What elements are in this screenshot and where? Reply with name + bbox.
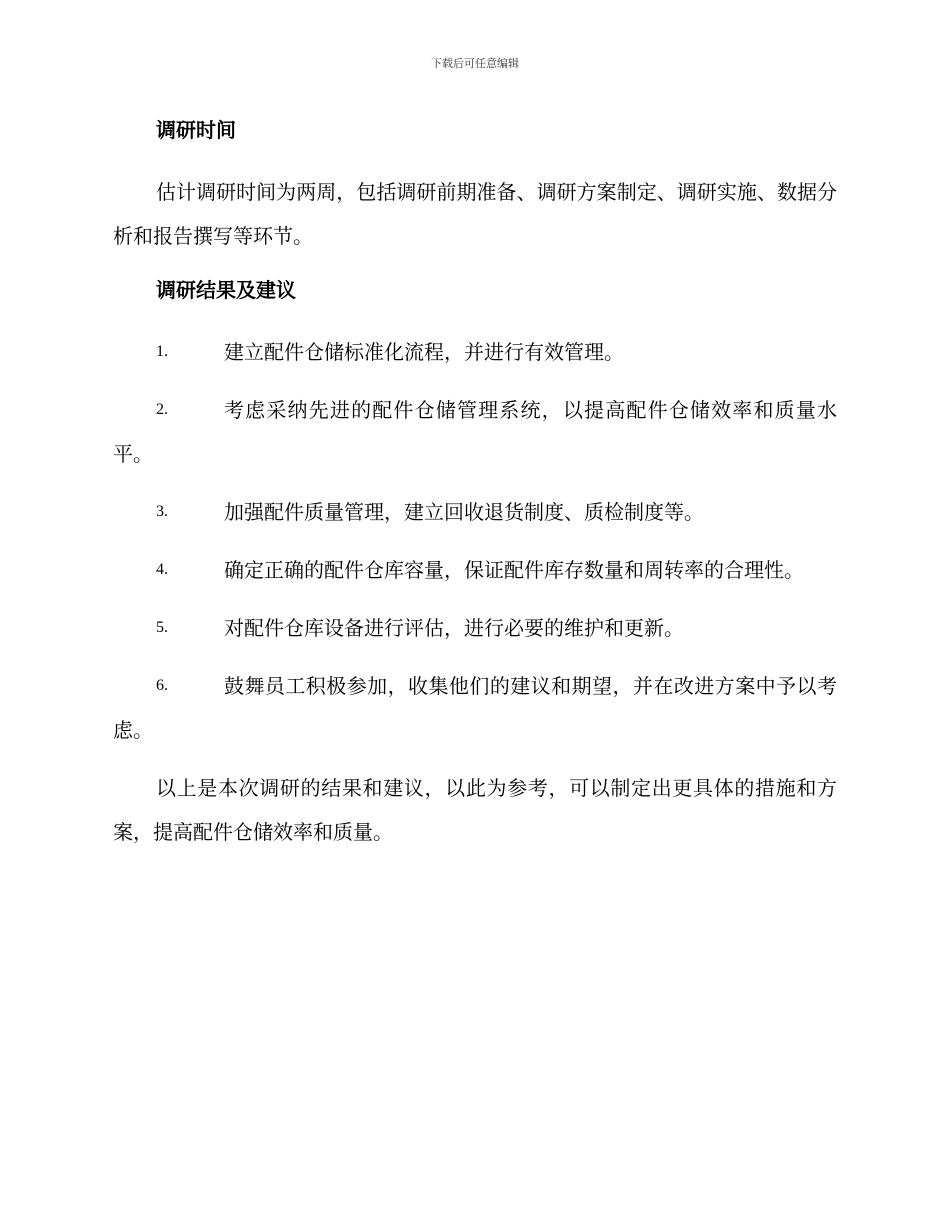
list-item-number: 1. xyxy=(156,343,168,360)
list-item-number: 3. xyxy=(156,503,168,520)
conclusion-paragraph: 以上是本次调研的结果和建议，以此为参考，可以制定出更具体的措施和方案，提高配件仓储效率和质量。 xyxy=(113,776,837,844)
list-item xyxy=(113,548,837,592)
survey-time-paragraph: 估计调研时间为两周，包括调研前期准备、调研方案制定、调研实施、数据分析和报告撰写等环节。 xyxy=(113,180,837,248)
document-content xyxy=(113,112,837,868)
list-item xyxy=(113,490,837,534)
list-item-number: 2. xyxy=(156,401,168,418)
list-item-text: 加强配件质量管理，建立回收退货制度、质检制度等。 xyxy=(224,500,704,524)
list-item-text: 考虑采纳先进的配件仓储管理系统，以提高配件仓储效率和质量水平。 xyxy=(113,398,837,466)
header-note: 下载后可任意编辑 xyxy=(431,57,519,70)
list-item xyxy=(113,388,837,476)
list-item xyxy=(113,664,837,752)
list-item-text: 鼓舞员工积极参加，收集他们的建议和期望，并在改进方案中予以考虑。 xyxy=(113,674,837,742)
section-title-results: 调研结果及建议 xyxy=(156,278,296,302)
list-item-number: 5. xyxy=(156,619,168,636)
list-item xyxy=(113,330,837,374)
recommendation-list xyxy=(113,330,837,752)
list-item xyxy=(113,606,837,650)
list-item-text: 建立配件仓储标准化流程，并进行有效管理。 xyxy=(224,340,624,364)
list-item-text: 确定正确的配件仓库容量，保证配件库存数量和周转率的合理性。 xyxy=(224,558,804,582)
list-item-text: 对配件仓库设备进行评估，进行必要的维护和更新。 xyxy=(224,616,684,640)
list-item-number: 6. xyxy=(156,677,168,694)
list-item-number: 4. xyxy=(156,561,168,578)
section-title-survey-time: 调研时间 xyxy=(156,118,236,142)
